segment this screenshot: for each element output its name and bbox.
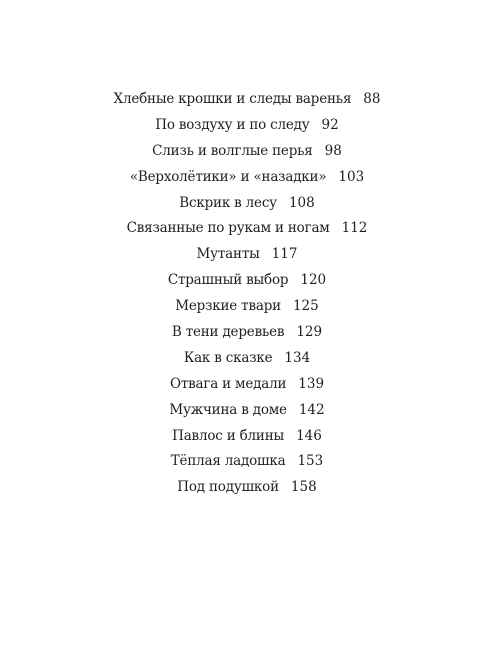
toc-entry xyxy=(0,372,480,398)
toc-entry-page: 92 xyxy=(321,116,339,133)
toc-entry-title: Мужчина в доме xyxy=(169,401,287,418)
toc-entry xyxy=(0,139,480,165)
toc-entry-title: Слизь и волглые перья xyxy=(152,142,313,159)
toc-entry xyxy=(0,398,480,424)
toc-entry xyxy=(0,424,480,450)
toc-entry-page: 108 xyxy=(288,194,315,211)
toc-entry-title: Мутанты xyxy=(196,246,260,263)
toc-entry xyxy=(0,242,480,268)
toc-entry-title: В тени деревьев xyxy=(171,324,285,341)
toc-entry xyxy=(0,165,480,191)
toc-entry-title: Павлос и блины xyxy=(172,427,285,444)
toc-entry-title: Мерзкие твари xyxy=(175,298,281,315)
toc-entry-page: 120 xyxy=(300,272,327,289)
toc-entry-page: 142 xyxy=(298,401,325,418)
toc-entry xyxy=(0,216,480,242)
toc-entry xyxy=(0,113,480,139)
toc-entry xyxy=(0,320,480,346)
toc-entry-title: Под подушкой xyxy=(177,479,279,496)
toc-entry-title: Отвага и медали xyxy=(169,375,287,392)
toc-entry-page: 134 xyxy=(284,349,311,366)
toc-entry-title: Связанные по рукам и ногам xyxy=(126,220,330,237)
toc-entry-page: 125 xyxy=(292,298,319,315)
toc-entry-page: 112 xyxy=(341,220,368,237)
toc-entry-title: По воздуху и по следу xyxy=(155,116,310,133)
toc-entry xyxy=(0,268,480,294)
toc-entry xyxy=(0,346,480,372)
toc-entry-title: Тёплая ладошка xyxy=(170,453,286,470)
toc-entry-page: 88 xyxy=(363,91,381,107)
toc-entry xyxy=(0,294,480,320)
toc-entry-page: 98 xyxy=(324,142,342,159)
toc-entry xyxy=(0,475,480,501)
toc-entry-page: 139 xyxy=(298,375,325,392)
toc-entry-page: 129 xyxy=(296,324,323,341)
toc-entry-page: 117 xyxy=(271,246,298,263)
toc-entry-page: 146 xyxy=(296,427,322,444)
toc-entry xyxy=(0,87,480,113)
toc-entry-title: Вскрик в лесу xyxy=(179,194,277,211)
toc-entry xyxy=(0,449,480,475)
toc-entry-title: Страшный выбор xyxy=(167,272,289,289)
toc-entry xyxy=(0,191,480,217)
toc-entry-title: Хлебные крошки и следы варенья xyxy=(113,91,352,107)
table-of-contents xyxy=(0,87,480,501)
toc-entry-page: 153 xyxy=(297,453,324,470)
toc-entry-title: Как в сказке xyxy=(183,349,273,366)
toc-entry-page: 158 xyxy=(290,479,317,496)
toc-entry-page: 103 xyxy=(338,168,365,185)
toc-entry-title: «Верхолётики» и «назадки» xyxy=(129,168,327,185)
